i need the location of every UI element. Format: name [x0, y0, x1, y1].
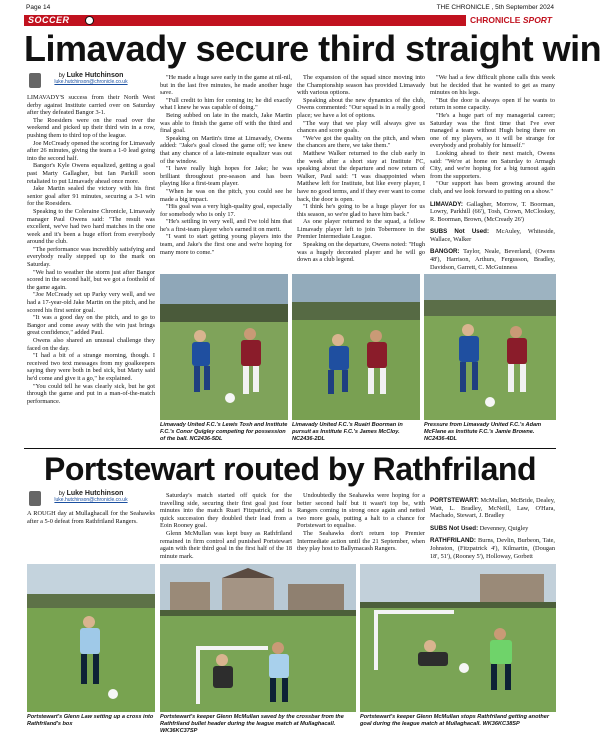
lineup-names: McAuley, Whiteside, Wallace, Walker: [430, 228, 555, 243]
story2-caption-1: Portstewart's Glenn Law setting up a cross into Rathfriland's box: [27, 714, 154, 727]
section-bar: [24, 15, 556, 26]
article-paragraph: "It was a good day on the pitch, and to go to Bangor and come away with the win just brings great confidence," added Paul.: [27, 314, 155, 337]
article-paragraph: Speaking on Martin's time at Limavady, Owens added: "Jake's goal closed the game off; we knew that any chance of a late-minute equalizer was out of the window.: [160, 134, 292, 165]
story1-caption-3: Pressure from Limavady United F.C.'s Adam McFlane as Institute F.C.'s Jamie Browne. NC2436-4DL: [424, 422, 542, 442]
page-folio: [0, 0, 580, 14]
lineup-label: BANGOR:: [430, 248, 460, 256]
story2-column-1: [27, 510, 155, 562]
lineup-label: LIMAVADY:: [430, 200, 463, 208]
article-paragraph: Bangor's Kyle Owens equalized, getting a goal past Marty Gallagher, but Ian Parkill soon retaliated to put Limavady ahead once more.: [27, 162, 155, 185]
article-paragraph: The expansion of the squad since moving into the Championship season has provided Limavady with various options.: [297, 74, 425, 97]
story2-photo-2: [160, 564, 356, 712]
article-paragraph: "The performance was incredibly satisfying and everybody really stepped up to the mark on Saturday.: [27, 245, 155, 269]
lineup-entry: [430, 537, 555, 560]
story1-photo-1: [160, 274, 288, 420]
article-paragraph: "We've got the quality on the pitch, and when the chances are there, we take them.": [297, 134, 425, 150]
story1-caption-2: Limavady United F.C.'s Ruairi Boorman in pursuit as Institute F.C.'s James McCloy. NC2436-2DL: [292, 422, 403, 442]
lineup-names: Burns, Devlin, Burbeon, Tate, Johnston, (Fitzpatrick 4'), Kilmartin, (Dougan 18', 51'), (Rooney 5'), Holloway, Gorbett: [430, 537, 555, 560]
story1-column-1: [27, 94, 155, 420]
article-paragraph: LIMAVADY'S success from their North West derby against Institute carried over on Saturday after they defeated Bangor 3-1.: [27, 94, 155, 117]
article-paragraph: Owens also shared an unusual challenge they faced on the day.: [27, 337, 155, 352]
article-paragraph: "We had a few difficult phone calls this week but he decided that he wanted to get as many minutes on his legs.: [430, 74, 555, 97]
lineup-label: RATHFRILAND:: [430, 537, 476, 545]
article-paragraph: Undoubtedly the Seahawks were hoping for a better second half but it wasn't top be, with Rangers coming in strong once again and netted two more goals, putting a halt to a chance for Portstewart to equalise.: [297, 492, 425, 530]
article-paragraph: "Our support has been growing around the club, and we look forward to putting on a show.": [430, 180, 555, 195]
article-paragraph: Glenn McMullan was kept busy as Rathfriland remained in firm control and punished Portstewart again with their third goal in the first half of the 18 minute mark.: [160, 529, 292, 560]
story1-column-3: [297, 74, 425, 270]
article-paragraph: "He made a huge save early in the game at nil-nil, but in the last five minutes, he made another huge save.: [160, 74, 292, 97]
photo-image: [160, 274, 288, 420]
lineup-entry: [430, 525, 555, 533]
story1-photo-2: [292, 274, 420, 420]
article-paragraph: Matthew Walker returned to the club early in the week after a short stay at Institute FC, speaking about the departure and now return of Walker, Paul said: "I was disappointed when Matthew left for Institute, but like every player, I have no good terms, and if they ever want to come back, the door is open.: [297, 149, 425, 203]
story2-column-2: [160, 492, 292, 562]
lineup-entry: [430, 201, 555, 224]
photo-image: [27, 564, 155, 712]
story1-column-2: [160, 74, 292, 270]
author-avatar-icon: [29, 73, 41, 88]
author-email-link[interactable]: luke.hutchinson@chronicle.co.uk: [54, 497, 128, 503]
article-paragraph: As one player returned to the squad, a fellow Limavady player left to join Tobermore in the Premier Intermediate League.: [297, 218, 425, 241]
article-paragraph: Looking ahead to their next match, Owens said: "We're at home on Saturday to Armagh City, and we're hoping for a big turnout again from the supporters.: [430, 149, 555, 180]
article-paragraph: "I had a bit of a strange morning, though. I received two text messages from my goalkeepers saying they were both in bed sick, but Marty said he'd come and give it a go," he explained.: [27, 352, 155, 382]
article-paragraph: Joe McCready opened the scoring for Limavady after 26 minutes, giving the team a 1-0 lead going into the second half.: [27, 139, 155, 162]
story2-column-4: [430, 492, 555, 562]
story2-photo-1: [27, 564, 155, 712]
article-paragraph: "His goal was a very high-quality goal, especially for somebody who is only 17.: [160, 203, 292, 218]
lineup-label: SUBS Not Used:: [430, 228, 490, 236]
page-number: Page 14: [26, 4, 51, 11]
issue-date: THE CHRONICLE , 5th September 2024: [436, 4, 554, 11]
author-avatar-icon: [29, 491, 41, 506]
article-paragraph: "You could tell he was clearly sick, but he got through the game and put in a man-of-the-match performance.: [27, 382, 155, 405]
article-paragraph: "Full credit to him for coming in; he did exactly what I knew he was capable of doing.": [160, 96, 292, 112]
lineup-entry: [430, 248, 555, 271]
story1-column-4: [430, 74, 555, 270]
photo-image: [360, 564, 556, 712]
story1-byline: by Luke Hutchinson luke.hutchinson@chronicle.co.uk: [27, 72, 155, 92]
story1-caption-1: Limavady United F.C.'s Lewis Tosh and Institute F.C.'s Conor Quigley competing for possession of the ball. NC2436-5DL: [160, 422, 288, 442]
article-paragraph: Speaking about the new dynamics of the club, Owens commented: "Our squad is in a really good place; we have a lot of options.: [297, 96, 425, 119]
article-paragraph: Jake Martin sealed the victory with his first senior goal after 91 minutes, securing a 3-1 win for the Roesiders.: [27, 185, 155, 208]
lineup-names: McMullan, McBride, Dealey, Watt, L. Bradley, McNeill, Law, O'Hara, Machado, Stewart, J. Bradley: [430, 497, 556, 520]
author-email-link[interactable]: luke.hutchinson@chronicle.co.uk: [54, 79, 128, 85]
photo-image: [292, 274, 420, 420]
article-paragraph: Speaking on the departure, Owens noted: "Hugh was a hugely decorated player and he will go down as a club legend.: [297, 241, 426, 264]
lineup-entry: [430, 497, 555, 520]
author-name: Luke Hutchinson: [66, 72, 124, 79]
article-paragraph: "He's a huge part of my managerial career; Saturday was the first time that I've ever managed a team without Hugh being there on one of my players, so it will be strange for everybody and probably for himself.": [430, 111, 555, 150]
photo-image: [424, 274, 556, 420]
lineup-label: PORTSTEWART:: [430, 497, 479, 504]
lineup-names: Devenney, Quigley: [479, 524, 529, 532]
article-paragraph: "I think he's going to be a huge player for us this season, so we're glad to have him back.": [297, 203, 425, 218]
story2-photo-3: [360, 564, 556, 712]
lineup-names: Gallagher, Morrow, T. Boorman, Lowry, Parkhill (66'), Tosh, Crown, McCloskey, R. Boorman, Brown, (McCready 26'): [430, 200, 555, 223]
lineup-label: SUBS Not Used:: [430, 524, 479, 532]
article-paragraph: "But the door is always open if he wants to return in some capacity.: [430, 96, 555, 112]
article-paragraph: "He's settling in very well, and I've told him that he's a first-team player who's earned it on merit.: [160, 218, 292, 233]
author-name: Luke Hutchinson: [66, 490, 124, 497]
story2-column-3: [297, 492, 425, 562]
lineup-names: Taylor, Neale, Beverland, (Owens 48'), Harrison, Arthurs, Fergusson, Bradley, Davidson, Garrett, C. McGuinness: [430, 248, 555, 271]
article-paragraph: "Joe McCready set up Parky very well, and we had a 17-year-old Jake Martin on the pitch, and he scored his first senior goal.: [27, 291, 155, 314]
story2-caption-2: Portstewart's keeper Glenn McMullan saved by the crossbar from the Rathfriland bullet header during the league match at Mullaghacall. WK36KC37SP: [160, 714, 344, 734]
article-paragraph: Being subbed on late in the match, Jake Martin was able to finish the game off with the third and final goal.: [160, 111, 292, 135]
lineup-entry: [430, 228, 555, 243]
brand-logo: CHRONICLE SPORT: [466, 15, 556, 26]
article-paragraph: "When he was on the pitch, you could see he made a big impact.: [160, 187, 292, 203]
story2-byline: by Luke Hutchinson luke.hutchinson@chronicle.co.uk: [27, 490, 155, 510]
article-paragraph: "We had to weather the storm just after Bangor scored in the second half, but we got a foothold of the game again.: [27, 268, 155, 291]
section-label: SOCCER: [28, 15, 70, 25]
article-paragraph: "I want to start getting young players into the team, and Jake's the first one and we're hoping for many more to come.": [160, 233, 292, 256]
article-paragraph: A ROUGH day at Mullaghacall for the Seahawks after a 5-0 defeat from Rathfriland Rangers.: [27, 510, 155, 525]
article-paragraph: Saturday's match started off quick for the travelling side, securing their first goal just four minutes into the match Ruari Fitzpatrick, and is quick succession they doubled their lead from a Eoin Rooney goal.: [160, 492, 292, 530]
story1-photo-3: [424, 274, 556, 420]
article-paragraph: Speaking to the Coleraine Chronicle, Limavady manager Paul Owens said: "The result was excellent, we've had two hard matches in the one week and it's been a huge effort from everybody around the club.: [27, 207, 155, 246]
article-paragraph: "I have really high hopes for Jake; he was brilliant throughout pre-season and has been playing like a first-team player.: [160, 165, 292, 188]
photo-image: [160, 564, 356, 712]
football-icon: [85, 16, 94, 25]
story2-caption-3: Portstewart's keeper Glenn McMullan stops Rathfriland getting another goal during the league match at Mullaghacall. WK36KC38SP: [360, 714, 550, 727]
article-paragraph: The Seahawks don't return top Premier Intermediate action until the 21 September, when they play host to Ballymacash Rangers.: [297, 529, 425, 553]
article-paragraph: The Roesiders were on the road over the weekend and picked up their third win in a row, pushing them to third top of the league.: [27, 116, 155, 139]
story1-headline: Limavady secure third straight win: [24, 28, 601, 69]
story2-headline: Portstewart routed by Rathfriland: [44, 451, 536, 487]
article-paragraph: "The way that we play will always give us chances and score goals.: [297, 119, 425, 135]
